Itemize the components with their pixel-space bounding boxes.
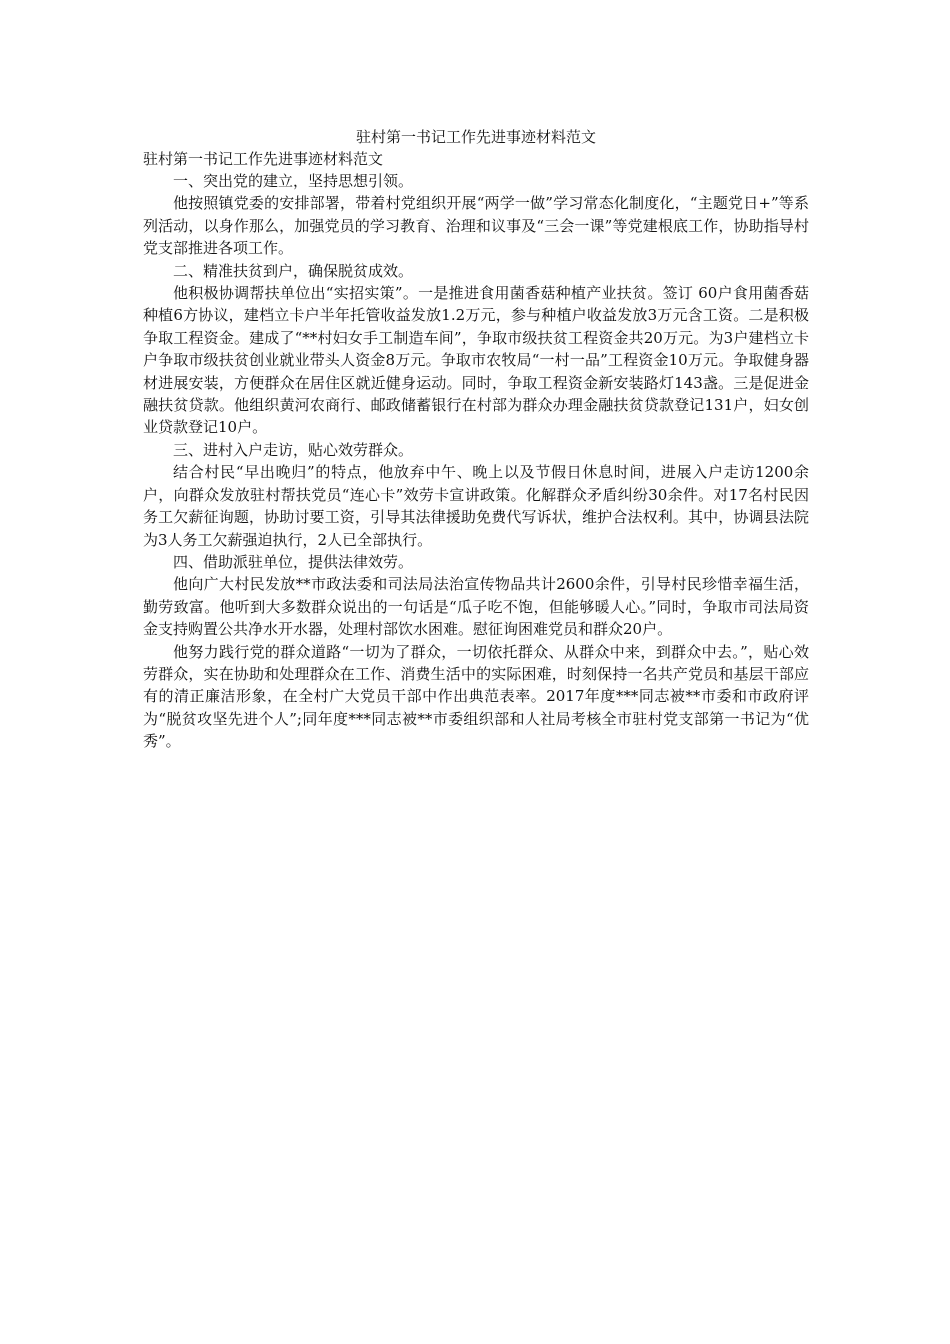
section-body-1: 他按照镇党委的安排部署，带着村党组织开展“两学一做”学习常态化制度化，“主题党日+”等系列活动，以身作那么，加强党员的学习教育、治理和议事及“三会一课”等党建根底工作，协助指导村党支部推进各项工作。 bbox=[143, 194, 809, 258]
section-body-3: 结合村民“早出晚归”的特点，他放弃中午、晚上以及节假日休息时间，进展入户走访1200余户，向群众发放驻村帮扶党员“连心卡”效劳卡宣讲政策。化解群众矛盾纠纷30余件。对17名村民因务工欠薪征询题，协助讨要工资，引导其法律援助免费代写诉状，维护合法权利。其中，协调县法院为3人务工欠薪强迫执行，2人已全部执行。 bbox=[143, 463, 809, 549]
section-body-2: 他积极协调帮扶单位出“实招实策”。一是推进食用菌香菇种植产业扶贫。签订 60户食用菌香菇种植6方协议，建档立卡户半年托管收益发放1.2万元，参与种植户收益发放3万元含工资。二是积极争取工程资金。建成了“**村妇女手工制造车间”，争取市级扶贫工程资金共20万元。为3户建档立卡户争取市级扶贫创业就业带头人资金8万元。争取市农牧局“一村一品”工程资金10万元。争取健身器材进展安装，方便群众在居住区就近健身运动。同时，争取工程资金新安装路灯143盏。三是促进金融扶贫贷款。他组织黄河农商行、邮政储蓄银行在村部为群众办理金融扶贫贷款登记131户，妇女创业贷款登记10户。 bbox=[143, 284, 809, 437]
section-heading-4: 四、借助派驻单位，提供法律效劳。 bbox=[173, 552, 414, 571]
document-title: 驻村第一书记工作先进事迹材料范文 bbox=[355, 128, 596, 146]
section-heading-2: 二、精准扶贫到户，确保脱贫成效。 bbox=[173, 261, 414, 280]
section-heading-3: 三、进村入户走访，贴心效劳群众。 bbox=[173, 440, 414, 459]
document-page bbox=[143, 126, 809, 753]
section-heading-1: 一、突出党的建立，坚持思想引领。 bbox=[173, 172, 414, 190]
closing-paragraph: 他努力践行党的群众道路“一切为了群众，一切依托群众、从群众中来，到群众中去。”，贴心效劳群众，实在协助和处理群众在工作、消费生活中的实际困难，时刻保持一名共产党员和基层干部应有的清正廉洁形象，在全村广大党员干部中作出典范表率。2017年度***同志被**市委和市政府评为“脱贫攻坚先进个人”;同年度***同志被**市委组织部和人社局考核全市驻村党支部第一书记为“优秀”。 bbox=[143, 642, 809, 751]
section-body-4: 他向广大村民发放**市政法委和司法局法治宣传物品共计2600余件，引导村民珍惜幸福生活，勤劳致富。他听到大多数群众说出的一句话是“瓜子吃不饱，但能够暖人心。”同时，争取市司法局资金支持购置公共净水开水器，处理村部饮水困难。慰征询困难党员和群众20户。 bbox=[143, 575, 809, 639]
document-subtitle: 驻村第一书记工作先进事迹材料范文 bbox=[143, 150, 384, 168]
